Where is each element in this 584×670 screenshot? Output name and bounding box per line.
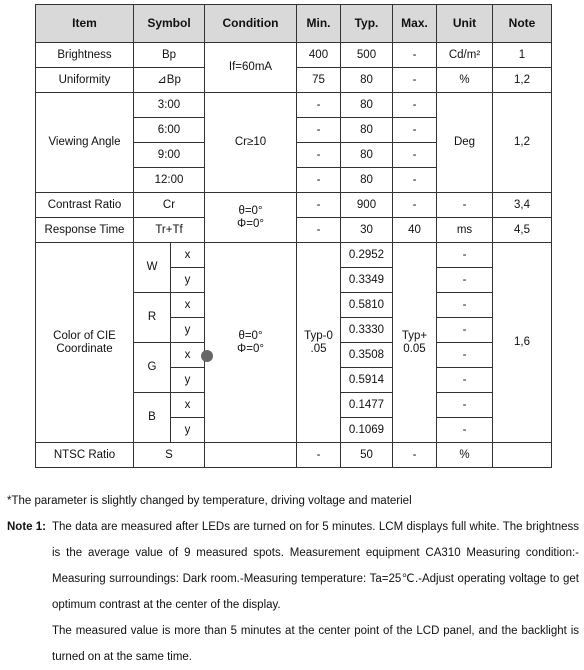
table-row xyxy=(36,443,552,468)
contrast-unit: - xyxy=(437,193,493,218)
cie-unit: - xyxy=(437,368,493,393)
angle-condition-theta: θ=0° xyxy=(238,204,263,217)
cie-axis: x xyxy=(171,343,205,368)
viewing-min: - xyxy=(297,93,341,118)
cie-unit: - xyxy=(437,343,493,368)
cie-max-line1: Typ+ xyxy=(401,329,428,342)
note-1-label: Note 1: xyxy=(7,521,46,533)
ntsc-condition xyxy=(205,443,297,468)
viewing-symbol: 12:00 xyxy=(134,168,205,193)
viewing-typ: 80 xyxy=(341,143,393,168)
header-symbol: Symbol xyxy=(134,5,205,43)
cie-axis: y xyxy=(171,368,205,393)
cie-min-line1: Typ-0 xyxy=(304,329,333,342)
note-1-paragraph-2: The measured value is more than 5 minutes at the center point of the LCD panel, and the backlight is turned on at the same time. xyxy=(52,625,579,663)
brightness-unit: Cd/m² xyxy=(437,43,493,68)
ntsc-unit: % xyxy=(437,443,493,468)
ntsc-note xyxy=(493,443,552,468)
cie-color-g: G xyxy=(134,343,171,393)
uniformity-max: - xyxy=(393,68,437,93)
viewing-max: - xyxy=(393,93,437,118)
cie-item-line1: Color of CIE xyxy=(53,329,116,342)
response-min: - xyxy=(297,218,341,243)
uniformity-symbol: ⊿Bp xyxy=(134,68,205,93)
contrast-note: 3,4 xyxy=(493,193,552,218)
response-unit: ms xyxy=(437,218,493,243)
brightness-min: 400 xyxy=(297,43,341,68)
cie-axis: x xyxy=(171,393,205,418)
table-row xyxy=(36,193,552,218)
header-max: Max. xyxy=(393,5,437,43)
cie-typ: 0.1477 xyxy=(341,393,393,418)
cie-note: 1,6 xyxy=(493,243,552,443)
brightness-typ: 500 xyxy=(341,43,393,68)
response-max: 40 xyxy=(393,218,437,243)
viewing-note: 1,2 xyxy=(493,93,552,193)
response-symbol: Tr+Tf xyxy=(134,218,205,243)
contrast-max: - xyxy=(393,193,437,218)
ntsc-symbol: S xyxy=(134,443,205,468)
viewing-min: - xyxy=(297,143,341,168)
header-row xyxy=(36,5,552,43)
viewing-typ: 80 xyxy=(341,118,393,143)
header-min: Min. xyxy=(297,5,341,43)
viewing-symbol: 6:00 xyxy=(134,118,205,143)
brightness-max: - xyxy=(393,43,437,68)
cie-typ: 0.5914 xyxy=(341,368,393,393)
response-note: 4,5 xyxy=(493,218,552,243)
viewing-max: - xyxy=(393,168,437,193)
header-note: Note xyxy=(493,5,552,43)
uniformity-item: Uniformity xyxy=(36,68,134,93)
ntsc-min: - xyxy=(297,443,341,468)
cie-unit: - xyxy=(437,243,493,268)
cie-item xyxy=(36,243,134,443)
contrast-symbol: Cr xyxy=(134,193,205,218)
contrast-min: - xyxy=(297,193,341,218)
uniformity-note: 1,2 xyxy=(493,68,552,93)
cie-axis: y xyxy=(171,418,205,443)
table-row xyxy=(36,93,552,118)
viewing-min: - xyxy=(297,118,341,143)
brightness-note: 1 xyxy=(493,43,552,68)
cie-typ: 0.5810 xyxy=(341,293,393,318)
cie-unit: - xyxy=(437,293,493,318)
cie-item-line2: Coordinate xyxy=(56,342,113,355)
viewing-typ: 80 xyxy=(341,168,393,193)
uniformity-min: 75 xyxy=(297,68,341,93)
cie-color-b: B xyxy=(134,393,171,443)
viewing-max: - xyxy=(393,118,437,143)
header-typ: Typ. xyxy=(341,5,393,43)
brightness-symbol: Bp xyxy=(134,43,205,68)
ntsc-max: - xyxy=(393,443,437,468)
viewing-max: - xyxy=(393,143,437,168)
cie-condition-phi: Φ=0° xyxy=(237,342,264,355)
viewing-typ: 80 xyxy=(341,93,393,118)
cie-color-r: R xyxy=(134,293,171,343)
viewing-symbol: 9:00 xyxy=(134,143,205,168)
cie-typ: 0.3508 xyxy=(341,343,393,368)
viewing-unit: Deg xyxy=(437,93,493,193)
cie-min-line2: .05 xyxy=(310,342,327,355)
cie-condition xyxy=(205,243,297,443)
cie-max-line2: 0.05 xyxy=(403,342,426,355)
contrast-item: Contrast Ratio xyxy=(36,193,134,218)
cie-unit: - xyxy=(437,393,493,418)
uniformity-typ: 80 xyxy=(341,68,393,93)
viewing-symbol: 3:00 xyxy=(134,93,205,118)
cie-axis: x xyxy=(171,293,205,318)
header-unit: Unit xyxy=(437,5,493,43)
table-row xyxy=(36,43,552,68)
cie-typ: 0.1069 xyxy=(341,418,393,443)
brightness-condition: If=60mA xyxy=(205,43,297,93)
cie-axis: y xyxy=(171,268,205,293)
response-typ: 30 xyxy=(341,218,393,243)
cie-typ: 0.3330 xyxy=(341,318,393,343)
viewing-min: - xyxy=(297,168,341,193)
note-1 xyxy=(7,514,579,670)
viewing-condition: Cr≥10 xyxy=(205,93,297,193)
cie-typ: 0.2952 xyxy=(341,243,393,268)
uniformity-unit: % xyxy=(437,68,493,93)
table-row xyxy=(36,243,552,268)
cie-unit: - xyxy=(437,418,493,443)
cie-typ: 0.3349 xyxy=(341,268,393,293)
cie-max xyxy=(393,243,437,443)
cie-condition-theta: θ=0° xyxy=(238,329,263,342)
note-1-paragraph-1: The data are measured after LEDs are turned on for 5 minutes. LCM displays full white. The brightness is the average value of 9 measured spots. Measurement equipment CA310 Measuring condition:-Measuring surroundings: Dark room.-Measuring temperature: Ta=25℃.-Adjust operating voltage to get optimum contrast at the center of the display. xyxy=(52,521,579,611)
note-1-text xyxy=(52,514,579,670)
cie-min xyxy=(297,243,341,443)
response-item: Response Time xyxy=(36,218,134,243)
viewing-item: Viewing Angle xyxy=(36,93,134,193)
cie-axis: x xyxy=(171,243,205,268)
brightness-item: Brightness xyxy=(36,43,134,68)
marker-dot-icon xyxy=(201,350,213,362)
contrast-typ: 900 xyxy=(341,193,393,218)
cie-unit: - xyxy=(437,268,493,293)
cie-unit: - xyxy=(437,318,493,343)
ntsc-item: NTSC Ratio xyxy=(36,443,134,468)
footnote: *The parameter is slightly changed by temperature, driving voltage and materiel xyxy=(7,495,412,507)
cie-axis: y xyxy=(171,318,205,343)
angle-condition-phi: Φ=0° xyxy=(237,217,264,230)
header-condition: Condition xyxy=(205,5,297,43)
angle-condition xyxy=(205,193,297,243)
header-item: Item xyxy=(36,5,134,43)
spec-table xyxy=(35,4,552,468)
cie-color-w: W xyxy=(134,243,171,293)
ntsc-typ: 50 xyxy=(341,443,393,468)
